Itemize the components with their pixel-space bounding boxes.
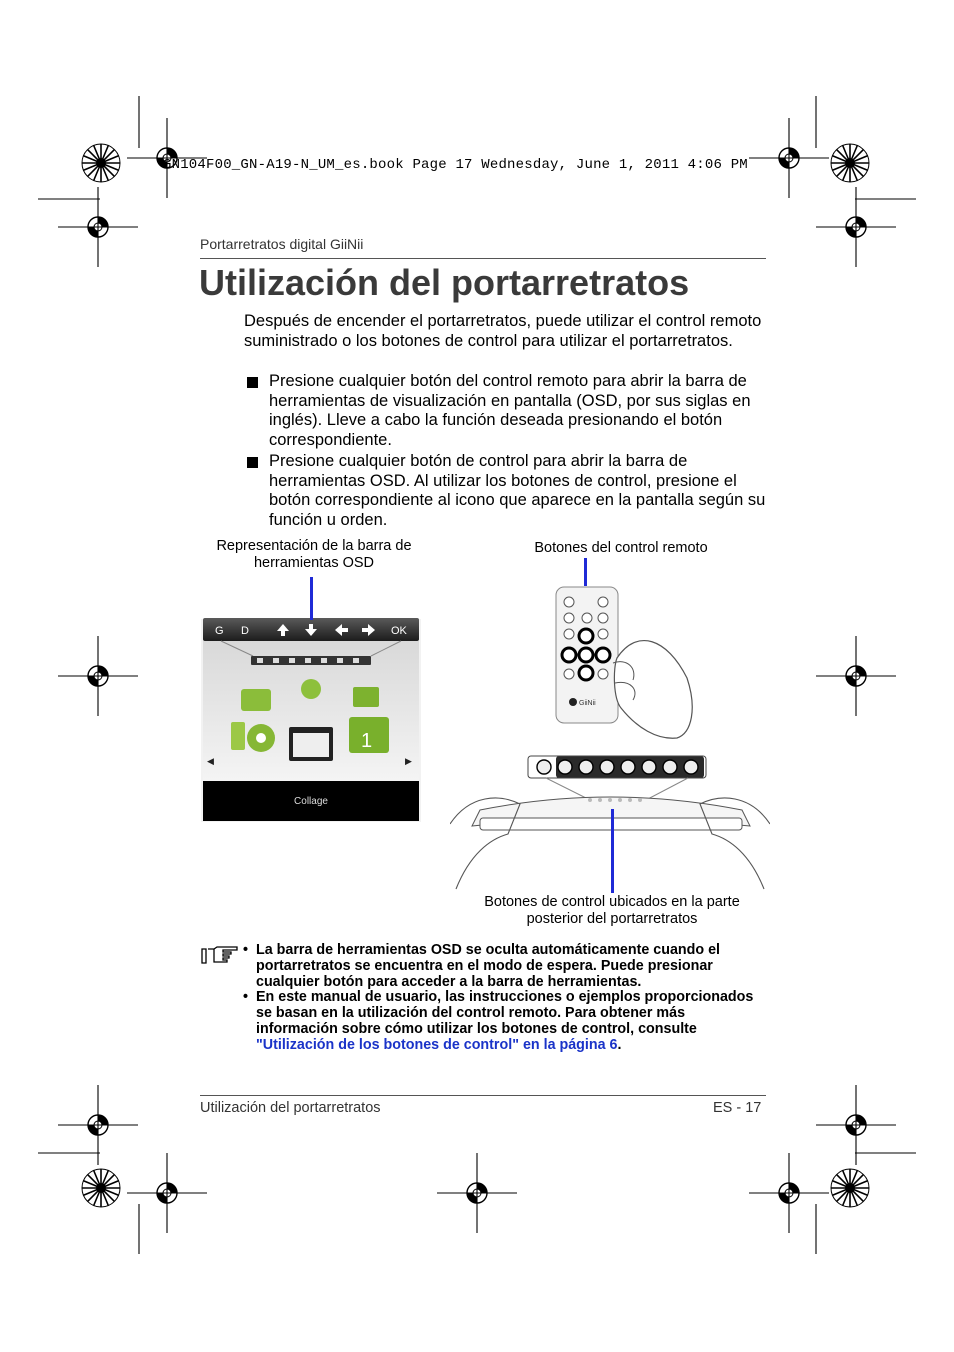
svg-text:1: 1 bbox=[361, 730, 373, 752]
footer-section-title: Utilización del portarretratos bbox=[200, 1100, 381, 1116]
page-title: Utilización del portarretratos bbox=[199, 262, 690, 303]
caption-osd-toolbar: Representación de la barra de herramientas OSD bbox=[216, 538, 412, 571]
svg-text:▶: ▶ bbox=[405, 756, 412, 766]
caption-back-buttons: Botones de control ubicados en la parte posterior del portarretratos bbox=[484, 894, 740, 927]
frame-back-illustration bbox=[450, 754, 770, 894]
bullet-text: Presione cualquier botón de control para abrir la barra de herramientas OSD. Al utilizar los botones de control, presione el botón correspondiente al icono que aparece en la pantalla según su función u orden. bbox=[269, 452, 766, 529]
osd-screen-illustration bbox=[201, 577, 423, 822]
remote-brand: GiiNii bbox=[579, 700, 596, 707]
remote-control-illustration bbox=[547, 558, 717, 743]
note-text: La barra de herramientas OSD se oculta automáticamente cuando el portarretratos se encuentra en el modo de espera. Puede presionar cualquier botón para acceder a la barra de herramientas. bbox=[256, 942, 721, 990]
note-text-end: . bbox=[617, 1036, 622, 1053]
screen-label: Collage bbox=[294, 796, 328, 807]
bullet-item-remote bbox=[244, 372, 769, 450]
bullet-item-buttons bbox=[244, 452, 769, 530]
bullet-text: Presione cualquier botón del control remoto para abrir la barra de herramientas de visualización en pantalla (OSD, por sus siglas en inglés). Lleve a cabo la función deseada presionando el botón correspondiente. bbox=[269, 372, 751, 449]
note-text: En este manual de usuario, las instrucciones o ejemplos proporcionados se basan en la utilización del control remoto. Para obtener más información sobre cómo utilizar los botones de control, consulte bbox=[256, 989, 754, 1037]
caption-remote-buttons: Botones del control remoto bbox=[534, 540, 708, 556]
note-item-manual: • En este manual de usuario, las instrucciones o ejemplos proporcionados se basan en la utilización del control remoto. Para obtener más información sobre cómo utilizar los botones de control, consulte "Utilización de los botones de control" en la página 6. bbox=[243, 989, 754, 1053]
note-block bbox=[200, 943, 766, 1054]
page-number: ES - 17 bbox=[713, 1100, 762, 1116]
svg-text:G: G bbox=[215, 625, 224, 637]
svg-text:◀: ◀ bbox=[207, 756, 214, 766]
footer-rule bbox=[200, 1095, 766, 1096]
osd-ok-label: OK bbox=[391, 625, 407, 637]
header-rule bbox=[200, 258, 766, 259]
bullet-square-icon bbox=[247, 377, 258, 388]
cross-reference-link[interactable]: "Utilización de los botones de control" en la página 6 bbox=[256, 1036, 618, 1053]
bullet-square-icon bbox=[247, 457, 258, 468]
intro-paragraph: Después de encender el portarretratos, puede utilizar el control remoto suministrado o los botones de control para utilizar el portarretratos. bbox=[244, 312, 762, 350]
svg-text:D: D bbox=[241, 625, 249, 637]
running-header: Portarretratos digital GiiNii bbox=[200, 236, 364, 252]
note-item-osd: • La barra de herramientas OSD se oculta automáticamente cuando el portarretratos se encuentra en el modo de espera. Puede presionar cualquier botón para acceder a la barra de herramientas. bbox=[243, 942, 721, 990]
book-header: GN104F00_GN-A19-N_UM_es.book Page 17 Wednesday, June 1, 2011 4:06 PM bbox=[163, 157, 748, 173]
